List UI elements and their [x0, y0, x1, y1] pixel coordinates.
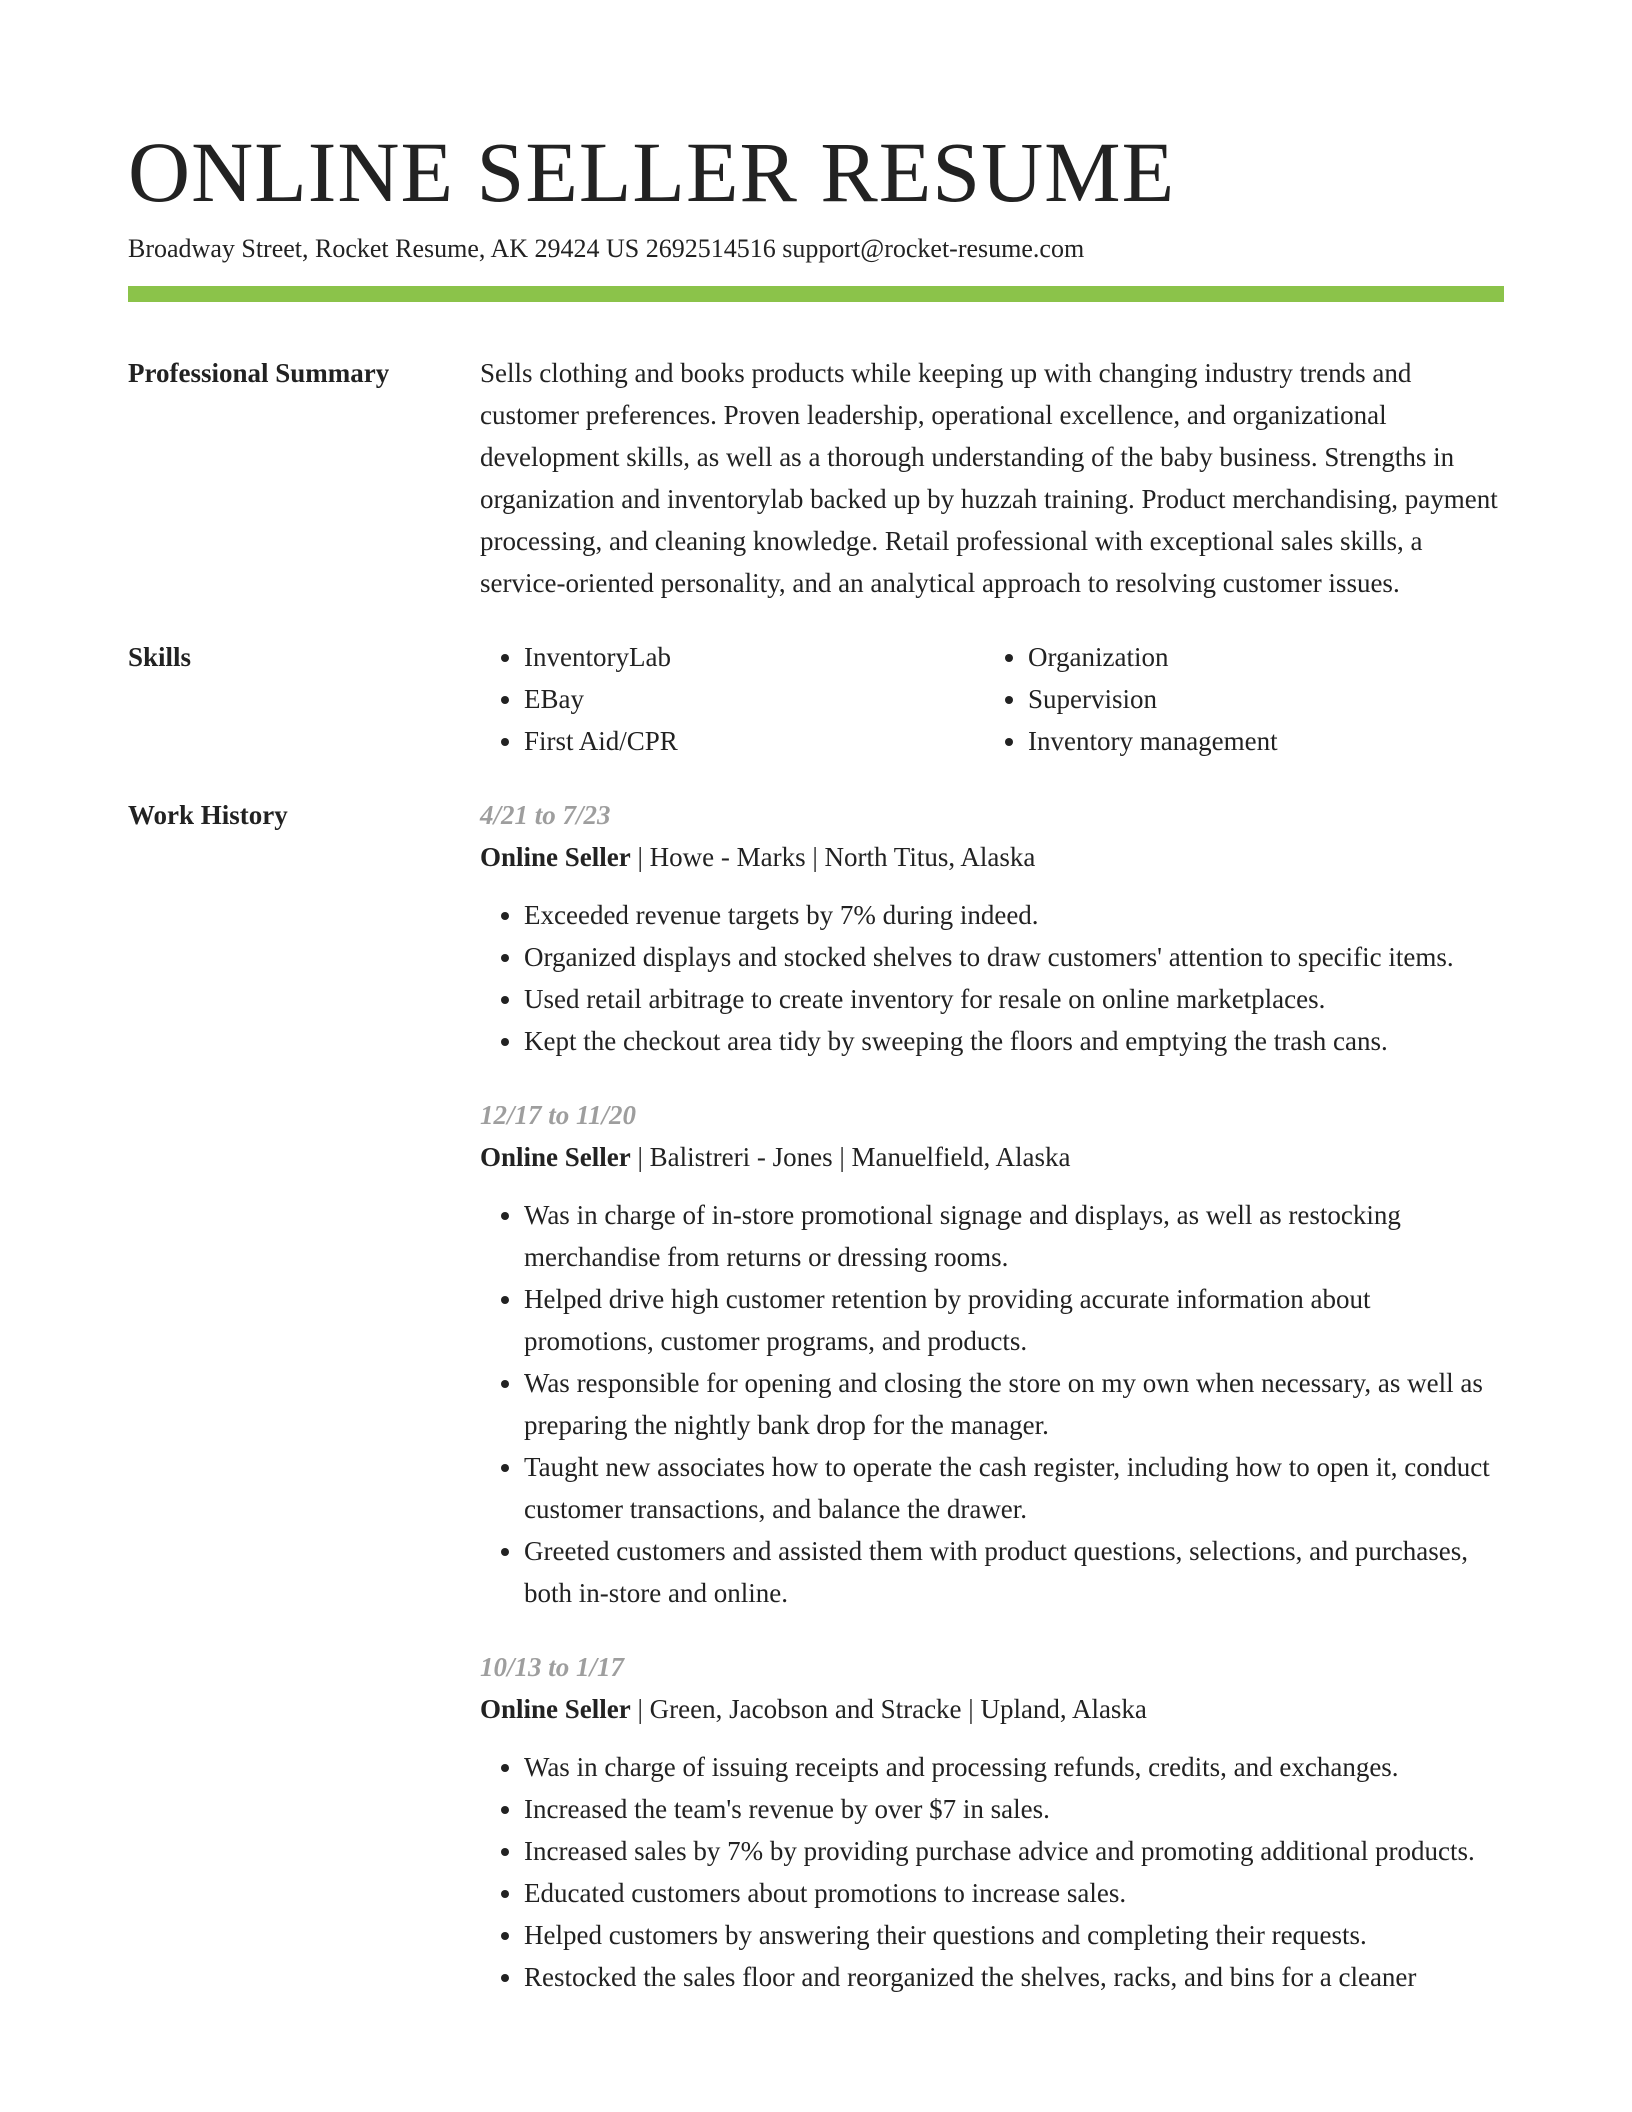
job-bullets — [480, 894, 1504, 1062]
job-bullet: • Educated customers about promotions to increase sales. — [524, 1872, 1504, 1914]
job-entry — [480, 1646, 1504, 1998]
job-bullet: • Exceeded revenue targets by 7% during indeed. — [524, 894, 1504, 936]
summary-body — [480, 352, 1504, 604]
job-bullets — [480, 1194, 1504, 1614]
job-bullet: • Greeted customers and assisted them with product questions, selections, and purchases, both in-store and online. — [524, 1530, 1504, 1614]
work-history-body — [480, 794, 1504, 2030]
job-bullets — [480, 1746, 1504, 1998]
contact-line: Broadway Street, Rocket Resume, AK 29424 US 2692514516 support@rocket-resume.com — [128, 234, 1085, 263]
job-title: Online Seller — [480, 1142, 631, 1172]
job-bullet: • Taught new associates how to operate the cash register, including how to open it, conduct customer transactions, and balance the drawer. — [524, 1446, 1504, 1530]
job-header — [480, 836, 1504, 878]
job-entry — [480, 794, 1504, 1062]
skill-item: • InventoryLab — [524, 636, 984, 678]
job-bullet: • Increased sales by 7% by providing purchase advice and promoting additional products. — [524, 1830, 1504, 1872]
job-dates: 4/21 to 7/23 — [480, 800, 611, 830]
summary-text: Sells clothing and books products while keeping up with changing industry trends and customer preferences. Proven leadership, operational excellence, and organizational development skills, as well as a thorough understanding of the baby business. Strengths in organization and inventorylab backed up by huzzah training. Product merchandising, payment processing, and cleaning knowledge. Retail professional with exceptional sales skills, a service-oriented personality, and an analytical approach to resolving customer issues. — [480, 358, 1498, 598]
skills-list-right — [984, 636, 1504, 762]
section-label-work: Work History — [128, 800, 288, 830]
resume-page — [128, 0, 1504, 2030]
job-bullet: • Organized displays and stocked shelves to draw customers' attention to specific items. — [524, 936, 1504, 978]
skill-item: • First Aid/CPR — [524, 720, 984, 762]
skill-item: • Supervision — [1028, 678, 1504, 720]
job-dates: 12/17 to 11/20 — [480, 1100, 637, 1130]
job-bullet: • Used retail arbitrage to create inventory for resale on online marketplaces. — [524, 978, 1504, 1020]
skills-body — [480, 636, 1504, 762]
job-bullet: • Kept the checkout area tidy by sweeping the floors and emptying the trash cans. — [524, 1020, 1504, 1062]
professional-summary-section — [128, 352, 1504, 604]
job-bullet: • Increased the team's revenue by over $7 in sales. — [524, 1788, 1504, 1830]
skill-item: • EBay — [524, 678, 984, 720]
accent-divider — [128, 286, 1504, 302]
job-bullet: • Was in charge of issuing receipts and processing refunds, credits, and exchanges. — [524, 1746, 1504, 1788]
section-label-summary: Professional Summary — [128, 358, 390, 388]
job-bullet: • Helped customers by answering their questions and completing their requests. — [524, 1914, 1504, 1956]
work-history-section — [128, 794, 1504, 2030]
skill-item: • Inventory management — [1028, 720, 1504, 762]
job-header — [480, 1136, 1504, 1178]
job-bullet: • Was responsible for opening and closing the store on my own when necessary, as well as preparing the nightly bank drop for the manager. — [524, 1362, 1504, 1446]
job-title: Online Seller — [480, 1694, 631, 1724]
section-label-skills: Skills — [128, 642, 192, 672]
job-entry — [480, 1094, 1504, 1614]
job-bullet: • Helped drive high customer retention by providing accurate information about promotions, customer programs, and products. — [524, 1278, 1504, 1362]
job-details: | Balistreri - Jones | Manuelfield, Alaska — [630, 1142, 1071, 1172]
job-details: | Green, Jacobson and Stracke | Upland, Alaska — [630, 1694, 1147, 1724]
skills-list-left — [480, 636, 984, 762]
skills-section — [128, 636, 1504, 762]
job-title: Online Seller — [480, 842, 631, 872]
job-bullet: • Restocked the sales floor and reorganized the shelves, racks, and bins for a cleaner — [524, 1956, 1504, 1998]
job-bullet: • Was in charge of in-store promotional signage and displays, as well as restocking merchandise from returns or dressing rooms. — [524, 1194, 1504, 1278]
job-dates: 10/13 to 1/17 — [480, 1652, 625, 1682]
resume-title: ONLINE SELLER RESUME — [128, 124, 1176, 220]
job-details: | Howe - Marks | North Titus, Alaska — [630, 842, 1036, 872]
skill-item: • Organization — [1028, 636, 1504, 678]
job-header — [480, 1688, 1504, 1730]
